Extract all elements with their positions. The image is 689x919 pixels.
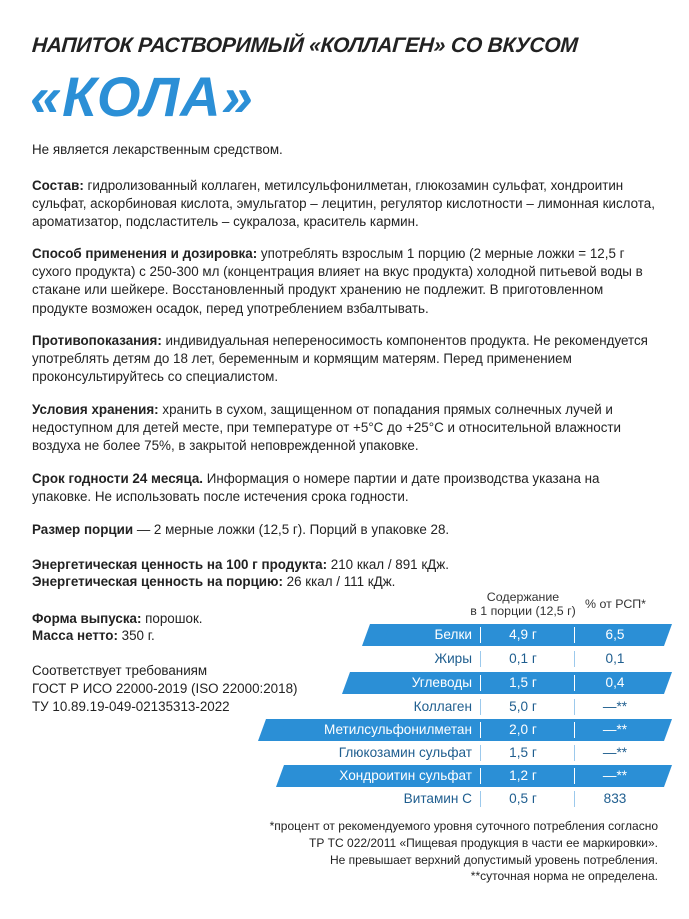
row-name: Жиры [434, 651, 472, 666]
shelf-life-label: Срок годности 24 месяца. [32, 471, 204, 486]
storage-label: Условия хранения: [32, 402, 159, 417]
table-header-content-line-1: Содержание [486, 590, 560, 604]
row-rsp: 0,1 [605, 651, 625, 666]
footnote-line-1: *процент от рекомендуемого уровня суточного потребления согласно [269, 819, 658, 833]
table-row [356, 672, 658, 694]
footnotes [270, 818, 658, 885]
table-row [272, 742, 658, 764]
table-row [290, 765, 658, 787]
row-amount: 0,5 г [509, 791, 537, 806]
row-rsp: —** [602, 722, 628, 737]
composition-label: Состав: [32, 178, 84, 193]
portion-section [32, 521, 662, 539]
row-amount: 0,1 г [509, 651, 537, 666]
net-weight-text: 350 г. [117, 628, 155, 643]
contraindications-label: Противопоказания: [32, 333, 162, 348]
row-rsp: —** [602, 768, 628, 783]
energy-portion-label: Энергетическая ценность на порцию: [32, 574, 283, 589]
row-name: Коллаген [413, 699, 472, 714]
usage-label: Способ применения и дозировка: [32, 246, 258, 261]
composition-text: гидролизованный коллаген, метилсульфонилметан, глюкозамин сульфат, хондроитин сульфат, аскорбиновая кислота, эмульгатор – лецитин, регулятор кислотности – лимонная кислота, ароматизатор, подсластитель – сукралоза, краситель кармин. [32, 178, 655, 230]
row-amount: 1,2 г [509, 768, 537, 783]
row-amount: 5,0 г [509, 699, 537, 714]
usage-text: употреблять взрослым 1 порцию (2 мерные ложки = 12,5 г сухого продукта) с 250-300 мл (концентрация влияет на вкус продукта) холодной питьевой воды в стакане или шейкере. Восстановленный продукт хранению не подлежит. В приготовленном продукте возможен осадок, перед употреблением взбалтывать. [32, 246, 643, 316]
compliance-line-2: ГОСТ Р ИСО 22000-2019 (ISO 22000:2018) [32, 681, 298, 696]
table-header-content-line-2: в 1 порции (12,5 г) [470, 604, 576, 618]
table-row [376, 648, 658, 670]
row-name: Углеводы [411, 675, 472, 690]
shelf-life-text: Информация о номере партии и дате производства указана на упаковке. Не использовать после истечения срока годности. [32, 471, 600, 505]
row-amount: 2,0 г [509, 722, 537, 737]
row-name: Хондроитин сульфат [339, 768, 472, 783]
row-name: Метилсульфонилметан [323, 722, 472, 737]
row-rsp: —** [602, 699, 628, 714]
table-row [356, 696, 658, 718]
usage-section [32, 245, 662, 318]
portion-label: Размер порции [32, 522, 134, 537]
composition-section [32, 177, 662, 232]
shelf-life-section [32, 470, 662, 506]
compliance-line-1: Соответствует требованиям [32, 663, 208, 678]
table-row [272, 719, 658, 741]
energy-portion-section [32, 573, 662, 591]
not-medicine-notice: Не является лекарственным средством. [32, 142, 283, 157]
row-name: Витамин С [403, 791, 472, 806]
row-amount: 1,5 г [509, 745, 537, 760]
row-rsp: —** [602, 745, 628, 760]
footnote-line-3: Не превышает верхний допустимый уровень потребления. [329, 852, 658, 867]
compliance-block [32, 662, 297, 716]
footnote-line-4: **суточная норма не определена. [470, 869, 658, 884]
form-section [32, 610, 203, 628]
net-weight-section [32, 627, 155, 645]
contraindications-text: индивидуальная непереносимость компонентов продукта. Не рекомендуется употреблять детям до 18 лет, беременным и кормящим матерям. Перед применением проконсультируйтесь со специалистом. [32, 333, 648, 385]
net-weight-label: Масса нетто: [32, 628, 118, 643]
table-header-rsp: % от РСП* [585, 597, 646, 611]
table-row [376, 624, 658, 646]
energy-100-label: Энергетическая ценность на 100 г продукта: [32, 557, 328, 572]
row-amount: 1,5 г [509, 675, 537, 690]
energy-100-text: 210 ккал / 891 кДж. [327, 557, 449, 572]
table-header-content [453, 590, 593, 618]
product-title: НАПИТОК РАСТВОРИМЫЙ «КОЛЛАГЕН» СО ВКУСОМ [31, 34, 579, 57]
row-rsp: 0,4 [605, 675, 625, 690]
energy-portion-text: 26 ккал / 111 кДж. [282, 574, 396, 589]
row-amount: 4,9 г [509, 627, 537, 642]
footnote-line-2: ТР ТС 022/2011 «Пищевая продукция в части ее маркировки». [309, 835, 658, 850]
storage-text: хранить в сухом, защищенном от попадания прямых солнечных лучей и недоступном для детей месте, при температуре от +5°С до +25°С и относительной влажности воздуха не более 75%, в закрытой неповрежденной упаковке. [32, 402, 621, 454]
table-row [290, 788, 658, 810]
row-name: Глюкозамин сульфат [338, 745, 472, 760]
form-label: Форма выпуска: [32, 611, 142, 626]
contraindications-section [32, 332, 662, 387]
storage-section [32, 401, 662, 456]
flavor-title: «КОЛА» [30, 65, 254, 128]
row-rsp: 6,5 [605, 627, 625, 642]
portion-text: — 2 мерные ложки (12,5 г). Порций в упаковке 28. [133, 522, 450, 537]
energy-100-section [32, 556, 662, 574]
compliance-line-3: ТУ 10.89.19-049-02135313-2022 [32, 699, 230, 714]
row-name: Белки [434, 627, 472, 642]
row-rsp: 833 [603, 791, 627, 806]
form-text: порошок. [141, 611, 203, 626]
